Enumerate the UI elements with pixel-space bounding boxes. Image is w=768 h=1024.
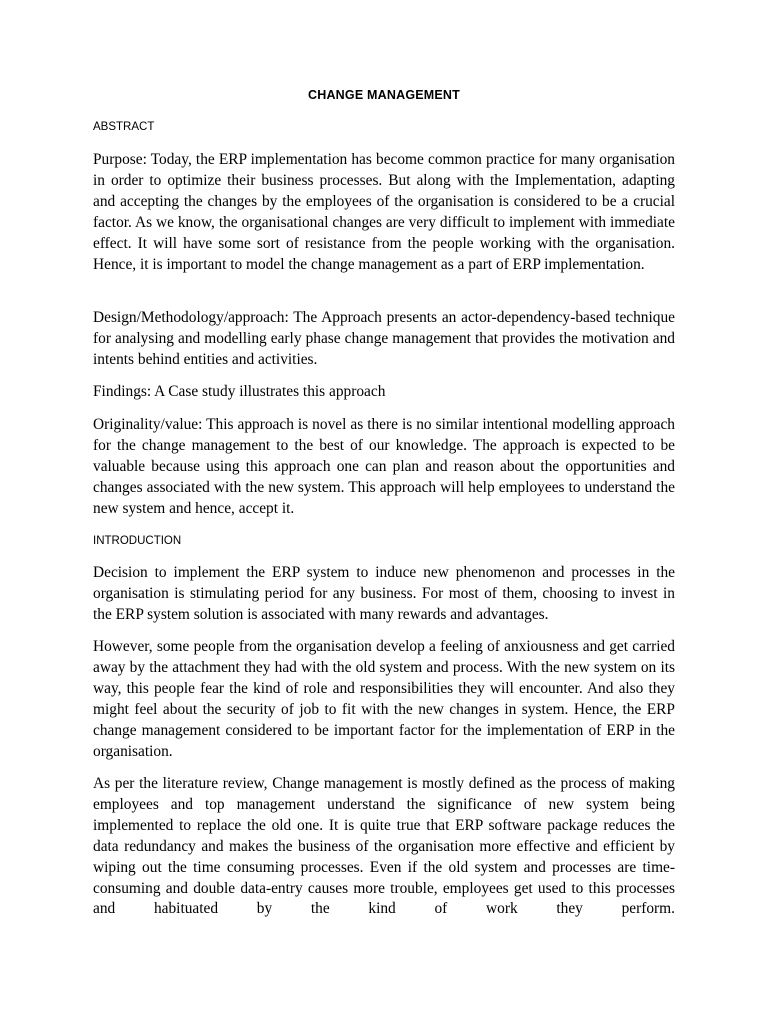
introduction-heading: INTRODUCTION xyxy=(93,535,182,547)
abstract-purpose-paragraph: Purpose: Today, the ERP implementation has become common practice for many organisation in order to optimize their business processes. But along with the Implementation, adapting and accepting the changes by the employees of the organisation is considered to be a crucial factor. As we know, the organisational changes are very difficult to implement with immediate effect. It will have some sort of resistance from the people working with the organisation. Hence, it is important to model the change management as a part of ERP implementation. xyxy=(93,151,675,273)
abstract-originality-paragraph: Originality/value: This approach is novel as there is no similar intentional modelling approach for the change management to the best of our knowledge. The approach is expected to be valuable because using this approach one can plan and reason about the opportunities and changes associated with the new system. This approach will help employees to understand the new system and hence, accept it. xyxy=(93,416,675,517)
introduction-paragraph-2: However, some people from the organisation develop a feeling of anxiousness and get carried away by the attachment they had with the old system and process. With the new system on its way, this people fear the kind of role and responsibilities they will encounter. And also they might feel about the security of job to fit with the new changes in system. Hence, the ERP change management considered to be important factor for the implementation of ERP in the organisation. xyxy=(93,638,675,760)
abstract-heading: ABSTRACT xyxy=(93,121,155,133)
document-title: CHANGE MANAGEMENT xyxy=(307,88,460,102)
abstract-findings-paragraph: Findings: A Case study illustrates this approach xyxy=(93,383,386,400)
introduction-paragraph-3: As per the literature review, Change management is mostly defined as the process of making employees and top management understand the significance of new system being implemented to replace the old one. It is quite true that ERP software package reduces the data redundancy and makes the business of the organisation more effective and efficient by wiping out the time consuming processes. Even if the old system and processes are time-consuming and double data-entry causes more trouble, employees get used to this processes and habituated by the kind of work they perform. xyxy=(93,775,675,918)
document-page xyxy=(93,0,675,1024)
abstract-design-paragraph: Design/Methodology/approach: The Approach presents an actor-dependency-based technique for analysing and modelling early phase change management that provides the motivation and intents behind entities and activities. xyxy=(93,309,675,368)
introduction-paragraph-1: Decision to implement the ERP system to induce new phenomenon and processes in the organisation is stimulating period for any business. For most of them, choosing to invest in the ERP system solution is associated with many rewards and advantages. xyxy=(93,564,675,623)
